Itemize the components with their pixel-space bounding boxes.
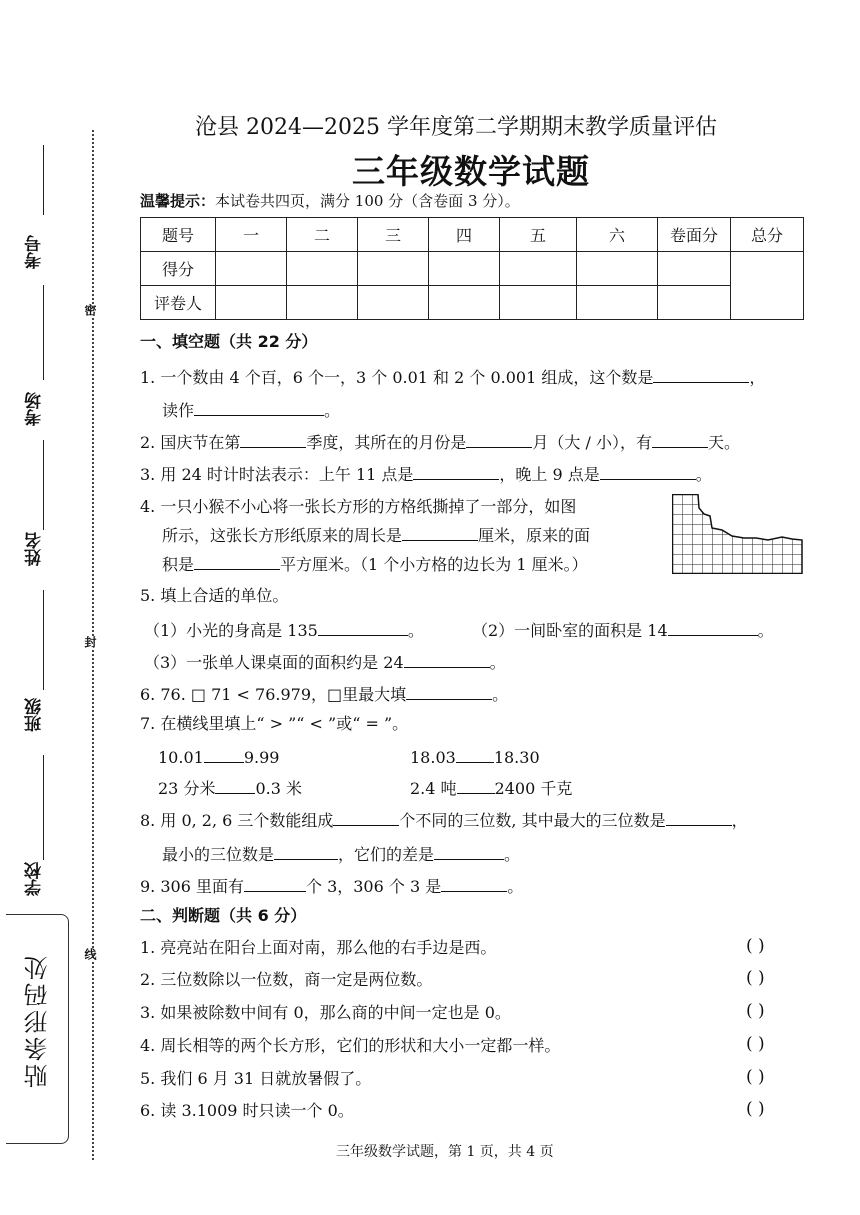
q8-line2 <box>162 843 520 865</box>
grader-row <box>141 286 804 320</box>
grader-cell[interactable] <box>500 286 577 320</box>
q3-text-b: ，晚上 9 点是 <box>499 465 600 484</box>
q5-2-blank[interactable] <box>668 619 758 636</box>
q1-read-label: 读作 <box>162 401 195 420</box>
label-name: 姓名 <box>25 532 45 566</box>
total-cell[interactable] <box>731 252 804 320</box>
q1-line2 <box>162 399 340 421</box>
q9-text-c: 。 <box>507 877 524 896</box>
q4-area-blank[interactable] <box>194 553 280 570</box>
q5-2-punct: 。 <box>757 621 774 640</box>
score-cell[interactable] <box>429 252 500 286</box>
column-cell: 五 <box>500 218 577 252</box>
q8-text-d: 最小的三位数是 <box>162 845 275 864</box>
q5-1-line <box>144 619 424 641</box>
grader-cell[interactable] <box>287 286 358 320</box>
q7-item-4 <box>410 777 572 799</box>
column-cell: 卷面分 <box>658 218 731 252</box>
q4-text-e: 平方厘米。（1 个小方格的边长为 1 厘米。） <box>280 555 588 574</box>
q5-3-line <box>144 651 506 673</box>
q8-text-a: 8. 用 0, 2, 6 三个数能组成 <box>140 811 334 830</box>
q7-item-right: 0.3 米 <box>255 779 302 798</box>
judge-answer-4[interactable]: ( ) <box>746 1034 765 1054</box>
label-exam-number: 考号 <box>25 235 45 269</box>
q4-line1: 4. 一只小猴不小心将一张长方形的方格纸撕掉了一部分，如图 <box>140 497 577 516</box>
q8-text-b: 个不同的三位数, 其中最大的三位数是 <box>399 811 666 830</box>
q5-2-line <box>472 619 774 641</box>
header-cell: 评卷人 <box>141 286 216 320</box>
q7-compare-blank[interactable] <box>215 777 255 794</box>
label-school: 学校 <box>25 862 45 896</box>
column-cell: 总分 <box>731 218 804 252</box>
q2-text-b: 季度，其所在的月份是 <box>306 433 467 452</box>
q7-item-1 <box>158 746 279 768</box>
q2-quarter-blank[interactable] <box>240 431 306 448</box>
q6-punct: 。 <box>492 685 509 704</box>
score-cell[interactable] <box>500 252 577 286</box>
q1-punct: ， <box>749 368 766 387</box>
grader-cell[interactable] <box>358 286 429 320</box>
q1-read-blank[interactable] <box>194 399 324 416</box>
q6-line <box>140 683 508 705</box>
q2-month-blank[interactable] <box>466 431 532 448</box>
q6-text: 6. 76. □ 71 < 76.979，□里最大填 <box>140 685 407 704</box>
judge-answer-5[interactable]: ( ) <box>746 1067 765 1087</box>
judge-answer-1[interactable]: ( ) <box>746 936 765 956</box>
torn-grid-figure <box>672 494 806 574</box>
grader-cell[interactable] <box>577 286 658 320</box>
q4-line2 <box>162 524 590 546</box>
column-cell: 二 <box>287 218 358 252</box>
score-cell[interactable] <box>287 252 358 286</box>
q9-text-b: 个 3，306 个 3 是 <box>305 877 442 896</box>
q1-read-punct: 。 <box>324 401 341 420</box>
field-line-exam-room <box>43 440 44 530</box>
section2-heading: 二、判断题（共 6 分） <box>140 906 307 925</box>
judge-item-3: 3. 如果被除数中间有 0，那么商的中间一定也是 0。 <box>140 1003 511 1022</box>
q2-text-d: 天。 <box>707 433 740 452</box>
page-footer: 三年级数学试题，第 1 页，共 4 页 <box>336 1144 554 1160</box>
q5-1-blank[interactable] <box>318 619 408 636</box>
q5-3-blank[interactable] <box>404 651 490 668</box>
column-cell: 四 <box>429 218 500 252</box>
q2-text-a: 2. 国庆节在第 <box>140 433 241 452</box>
q7-item-left: 23 分米 <box>158 779 216 798</box>
header-cell: 得分 <box>141 252 216 286</box>
q7-compare-blank[interactable] <box>457 777 495 794</box>
judge-item-4: 4. 周长相等的两个长方形，它们的形状和大小一定都一样。 <box>140 1036 561 1055</box>
q8-diff-blank[interactable] <box>434 843 504 860</box>
seal-mark-mi: 密 <box>83 304 97 316</box>
score-cell[interactable] <box>216 252 287 286</box>
judge-answer-6[interactable]: ( ) <box>746 1099 765 1119</box>
q5-line: 5. 填上合适的单位。 <box>140 586 289 605</box>
q3-morning-blank[interactable] <box>413 463 499 480</box>
grader-cell[interactable] <box>429 286 500 320</box>
q2-line <box>140 431 740 453</box>
q9-line <box>140 875 523 897</box>
q5-1-text: （1）小光的身高是 135 <box>144 621 318 640</box>
q3-text-c: 。 <box>695 465 712 484</box>
score-table-header-row <box>141 218 804 252</box>
q7-compare-blank[interactable] <box>204 746 244 763</box>
q7-item-left: 2.4 吨 <box>410 779 457 798</box>
column-cell: 三 <box>358 218 429 252</box>
q4-line3 <box>162 553 588 575</box>
score-cell[interactable] <box>577 252 658 286</box>
q1-answer-blank[interactable] <box>653 366 749 383</box>
q8-min-blank[interactable] <box>274 843 338 860</box>
q7-line: 7. 在横线里填上“ > ”“ < ”或“ = ”。 <box>140 714 409 733</box>
q8-count-blank[interactable] <box>333 809 399 826</box>
field-line-class <box>43 755 44 860</box>
q4-text-d: 积是 <box>162 555 195 574</box>
field-line-exam-number <box>43 285 44 380</box>
q7-item-left: 10.01 <box>158 748 204 767</box>
barcode-label: 贴条形码处 <box>24 953 52 1088</box>
binding-margin <box>0 0 100 1215</box>
exam-title: 沧县 2024—2025 学年度第二学期期末教学质量评估 <box>195 115 717 140</box>
score-cell[interactable] <box>358 252 429 286</box>
label-exam-room: 考场 <box>25 392 45 426</box>
q4-text-c: 厘米，原来的面 <box>478 526 591 545</box>
q3-text-a: 3. 用 24 时计时法表示：上午 11 点是 <box>140 465 414 484</box>
q7-item-right: 18.30 <box>493 748 540 767</box>
q8-text-e: ，它们的差是 <box>338 845 435 864</box>
q2-text-c: 月（大 / 小），有 <box>532 433 652 452</box>
q7-item-right: 9.99 <box>243 748 280 767</box>
barcode-area <box>6 914 69 1144</box>
q7-item-2 <box>410 746 540 768</box>
q1-line1 <box>140 366 765 388</box>
q7-item-right: 2400 千克 <box>494 779 573 798</box>
judge-item-6: 6. 读 3.1009 时只读一个 0。 <box>140 1101 354 1120</box>
tip-label: 温馨提示： <box>140 192 216 210</box>
q8-text-f: 。 <box>504 845 521 864</box>
judge-item-1: 1. 亮亮站在阳台上面对南，那么他的右手边是西。 <box>140 938 497 957</box>
q9-count-blank[interactable] <box>244 875 306 892</box>
q3-line <box>140 463 712 485</box>
q5-1-punct: 。 <box>407 621 424 640</box>
q4-perimeter-blank[interactable] <box>402 524 478 541</box>
tip-text: 本试卷共四页，满分 100 分（含卷面 3 分）。 <box>215 192 520 210</box>
field-line-name <box>43 590 44 690</box>
grader-cell[interactable] <box>658 286 731 320</box>
q9-text-a: 9. 306 里面有 <box>140 877 244 896</box>
header-cell: 题号 <box>141 218 216 252</box>
q8-max-blank[interactable] <box>666 809 732 826</box>
q5-3-punct: 。 <box>489 653 506 672</box>
score-table <box>140 217 804 320</box>
q1-text: 1. 一个数由 4 个百，6 个一，3 个 0.01 和 2 个 0.001 组成，这个数是 <box>140 368 654 387</box>
q8-line1 <box>140 809 748 831</box>
label-class: 班级 <box>25 698 45 732</box>
q3-evening-blank[interactable] <box>600 463 696 480</box>
judge-answer-2[interactable]: ( ) <box>746 968 765 988</box>
q7-compare-blank[interactable] <box>456 746 494 763</box>
field-line-top <box>43 145 44 215</box>
section1-heading: 一、填空题（共 22 分） <box>140 332 318 351</box>
q6-blank[interactable] <box>406 683 492 700</box>
score-row <box>141 252 804 286</box>
tip <box>140 190 520 211</box>
q5-3-text: （3）一张单人课桌面的面积约是 24 <box>144 653 404 672</box>
seal-mark-feng: 封 <box>83 636 97 648</box>
column-cell: 六 <box>577 218 658 252</box>
grader-cell[interactable] <box>216 286 287 320</box>
q4-text-b: 所示，这张长方形纸原来的周长是 <box>162 526 403 545</box>
column-cell: 一 <box>216 218 287 252</box>
score-cell[interactable] <box>658 252 731 286</box>
q7-item-3 <box>158 777 302 799</box>
judge-item-5: 5. 我们 6 月 31 日就放暑假了。 <box>140 1069 372 1088</box>
judge-item-2: 2. 三位数除以一位数，商一定是两位数。 <box>140 970 433 989</box>
q2-days-blank[interactable] <box>652 431 708 448</box>
q5-2-text: （2）一间卧室的面积是 14 <box>472 621 668 640</box>
q7-item-left: 18.03 <box>410 748 456 767</box>
seal-mark-xian: 线 <box>83 948 97 960</box>
judge-answer-3[interactable]: ( ) <box>746 1001 765 1021</box>
q9-product-blank[interactable] <box>441 875 507 892</box>
q8-text-c: ， <box>731 811 748 830</box>
subject-title: 三年级数学试题 <box>352 152 590 191</box>
